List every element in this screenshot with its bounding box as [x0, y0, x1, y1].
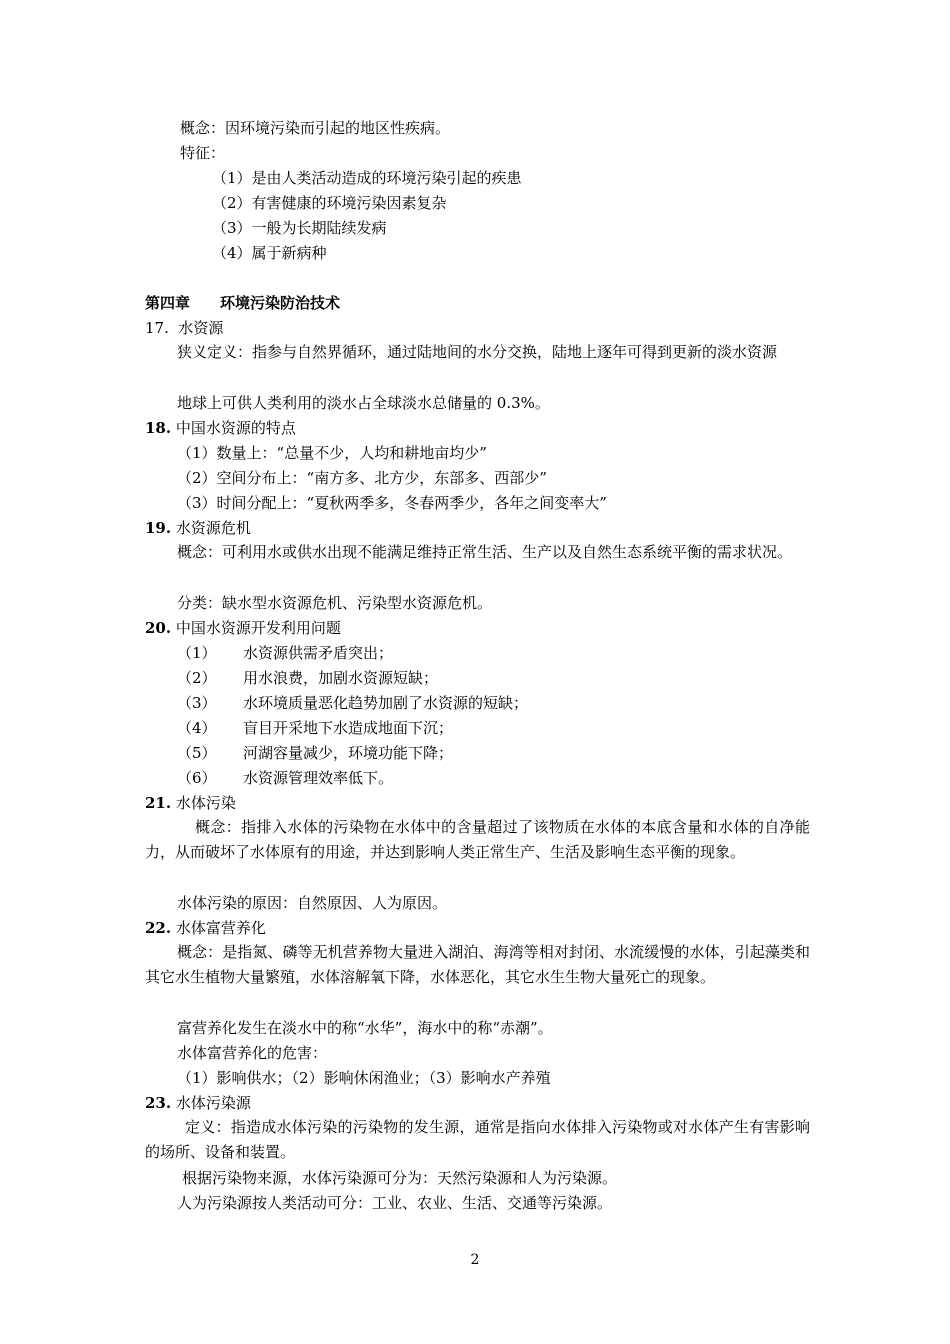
- s23-by-activity: 人为污染源按人类活动可分：工业、农业、生活、交通等污染源。: [177, 1194, 613, 1212]
- s20-item: （6） 水资源管理效率低下。: [177, 769, 394, 787]
- section-19-heading: [145, 518, 251, 538]
- section-number: 19.: [145, 519, 172, 537]
- s20-item: （2） 用水浪费，加剧水资源短缺；: [177, 669, 439, 687]
- s18-item: （2）空间分布上：“南方多、北方少，东部多、西部少”: [177, 469, 547, 487]
- s20-item: （5） 河湖容量减少，环境功能下降；: [177, 744, 454, 762]
- s19-classification: 分类：缺水型水资源危机、污染型水资源危机。: [177, 594, 493, 612]
- s21-causes: 水体污染的原因：自然原因、人为原因。: [177, 894, 448, 912]
- s19-concept: 概念：可利用水或供水出现不能满足维持正常生活、生产以及自然生态系统平衡的需求状况。: [177, 543, 793, 561]
- s17-note: 地球上可供人类利用的淡水占全球淡水总储量的 0.3%。: [177, 394, 550, 412]
- page-number: 2: [470, 1252, 480, 1268]
- section-number: 18.: [145, 419, 172, 437]
- s21-concept: 概念：指排入水体的污染物在水体中的含量超过了该物质在水体的本底含量和水体的自净能力，从而破坏了水体原有的用途，并达到影响人类正常生产、生活及影响生态平衡的现象。: [145, 818, 810, 861]
- s23-by-source: 根据污染物来源，水体污染源可分为：天然污染源和人为污染源。: [182, 1169, 618, 1187]
- section-title: 水资源: [178, 319, 224, 337]
- chapter-label: 第四章: [145, 294, 191, 312]
- s22-naming: 富营养化发生在淡水中的称“水华”，海水中的称“赤潮”。: [177, 1019, 553, 1037]
- feature-item: （1）是由人类活动造成的环境污染引起的疾患: [212, 169, 522, 187]
- section-number: 20.: [145, 619, 172, 637]
- section-number: 23.: [145, 1094, 172, 1112]
- section-22-heading: [145, 918, 266, 938]
- s20-item: （3） 水环境质量恶化趋势加剧了水资源的短缺；: [177, 694, 529, 712]
- s17-definition: 狭义定义：指参与自然界循环，通过陆地间的水分交换，陆地上逐年可得到更新的淡水资源: [177, 343, 778, 361]
- chapter-title: 环境污染防治技术: [220, 294, 341, 312]
- section-title: 中国水资源开发利用问题: [175, 619, 341, 637]
- section-title: 中国水资源的特点: [175, 419, 296, 437]
- feature-item: （4）属于新病种: [212, 244, 327, 262]
- s22-harms: （1）影响供水；（2）影响休闲渔业；（3）影响水产养殖: [177, 1069, 551, 1087]
- section-20-heading: [145, 618, 341, 638]
- section-number: 21.: [145, 794, 172, 812]
- feature-item: （2）有害健康的环境污染因素复杂: [212, 194, 447, 212]
- s22-harm-label: 水体富营养化的危害：: [177, 1044, 328, 1062]
- section-number: 22.: [145, 919, 172, 937]
- section-number: 17.: [145, 319, 169, 337]
- s22-concept: 概念：是指氮、磷等无机营养物大量进入湖泊、海湾等相对封闭、水流缓慢的水体，引起藻类和其它水生植物大量繁殖，水体溶解氧下降，水体恶化，其它水生生物大量死亡的现象。: [145, 943, 810, 986]
- s18-item: （3）时间分配上：“夏秋两季多，冬春两季少，各年之间变率大”: [177, 494, 607, 512]
- s18-item: （1）数量上：“总量不少，人均和耕地亩均少”: [177, 444, 487, 462]
- section-title: 水体污染: [175, 794, 236, 812]
- section-title: 水资源危机: [175, 519, 251, 537]
- s20-item: （1） 水资源供需矛盾突出；: [177, 644, 394, 662]
- features-label: 特征：: [180, 144, 226, 162]
- section-21-heading: [145, 793, 236, 813]
- section-title: 水体富营养化: [175, 919, 266, 937]
- feature-item: （3）一般为长期陆续发病: [212, 219, 387, 237]
- section-title: 水体污染源: [175, 1094, 251, 1112]
- section-18-heading: [145, 418, 296, 438]
- s20-item: （4） 盲目开采地下水造成地面下沉；: [177, 719, 454, 737]
- intro-concept: 概念：因环境污染而引起的地区性疾病。: [180, 119, 451, 137]
- chapter-heading: [145, 293, 340, 313]
- section-23-heading: [145, 1093, 251, 1113]
- section-17-heading: [145, 318, 223, 338]
- s23-definition: 定义：指造成水体污染的污染物的发生源，通常是指向水体排入污染物或对水体产生有害影响的场所、设备和装置。: [145, 1118, 810, 1161]
